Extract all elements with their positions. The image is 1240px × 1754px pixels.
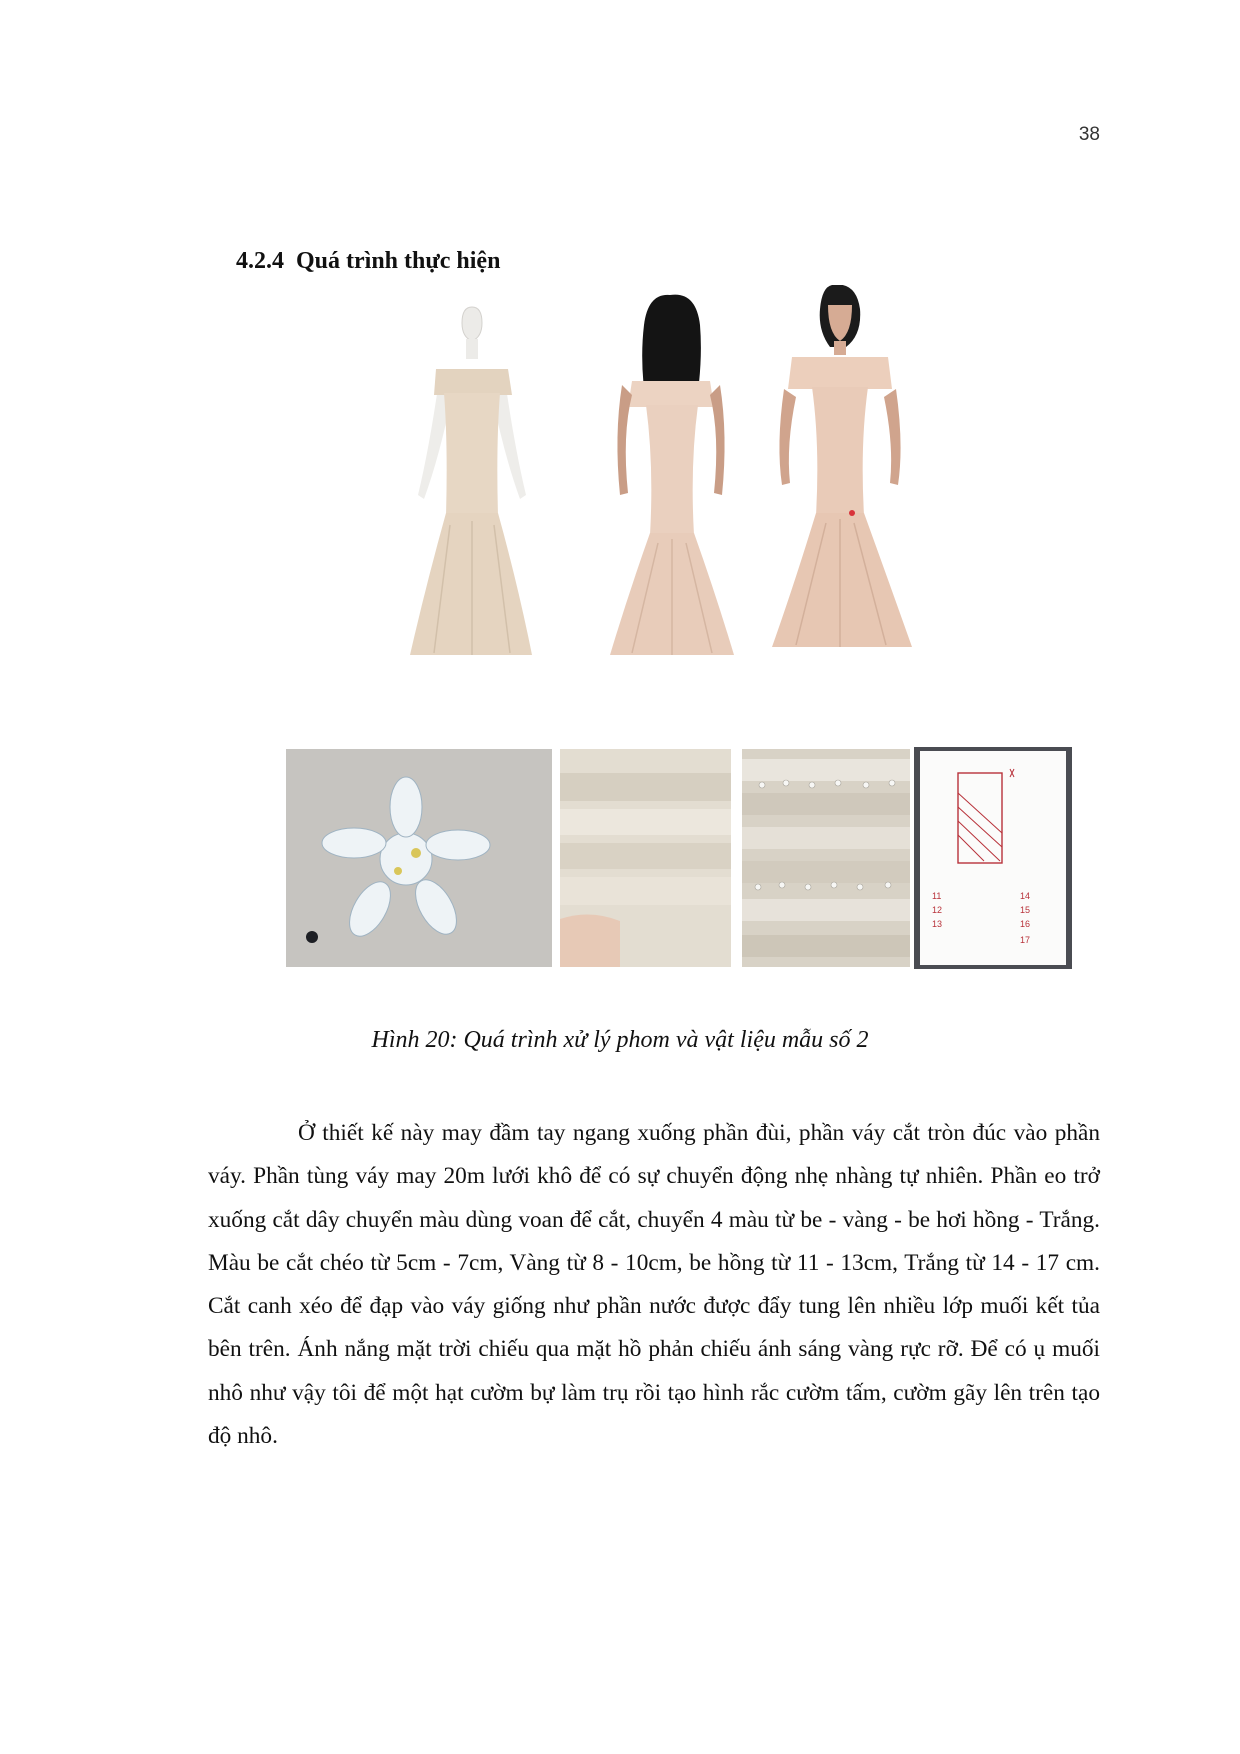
- back-view-model: [610, 295, 734, 655]
- mannequin-dress: [410, 307, 532, 655]
- bead-flower-illustration: [286, 749, 552, 967]
- sketch-label-17: 17: [1020, 935, 1031, 945]
- sketch-label-13: 13: [932, 919, 943, 929]
- sketch-label-14: 14: [1020, 891, 1031, 901]
- dress-views-illustration: [400, 285, 970, 735]
- bead-flower-image: [286, 749, 552, 967]
- cutting-sketch-illustration: [914, 747, 1072, 969]
- section-number: 4.2.4: [236, 248, 284, 274]
- beaded-pleats-image: [742, 749, 910, 967]
- dress-views-image: [400, 285, 970, 735]
- sketch-label-11: 11: [932, 891, 942, 901]
- section-heading: [236, 248, 500, 275]
- sketch-label-12: 12: [932, 905, 943, 915]
- figure-caption: Hình 20: Quá trình xử lý phom và vật liệu mẫu số 2: [371, 1027, 869, 1053]
- fabric-layers-image: [560, 749, 731, 967]
- body-paragraph: Ở thiết kế này may đầm tay ngang xuống phần đùi, phần váy cắt tròn đúc vào phần váy. Phần tùng váy may 20m lưới khô để có sự chuyển động nhẹ nhàng tự nhiên. Phần eo trở xuống cắt dây chuyển màu dùng voan để cắt, chuyển 4 màu từ be - vàng - be hơi hồng - Trắng. Màu be cắt chéo từ 5cm - 7cm, Vàng từ 8 - 10cm, be hồng từ 11 - 13cm, Trắng từ 14 - 17 cm. Cắt canh xéo để đạp vào váy giống như phần nước được đẩy tung lên nhiều lớp muối kết tủa bên trên. Ánh nắng mặt trời chiếu qua mặt hồ phản chiếu ánh sáng vàng rực rỡ. Để có ụ muối nhô như vậy tôi để một hạt cườm bự làm trụ rồi tạo hình rắc cườm tấm, cườm gãy lên trên tạo độ nhô.: [208, 1120, 1100, 1450]
- cutting-sketch-image: [914, 747, 1072, 969]
- sketch-label-16: 16: [1020, 919, 1031, 929]
- front-view-model: [772, 285, 912, 647]
- page-number: 38: [1078, 124, 1100, 145]
- fabric-layers-illustration: [560, 749, 731, 967]
- beaded-pleats-illustration: [742, 749, 910, 967]
- section-title: Quá trình thực hiện: [296, 248, 501, 274]
- sketch-label-15: 15: [1020, 905, 1031, 915]
